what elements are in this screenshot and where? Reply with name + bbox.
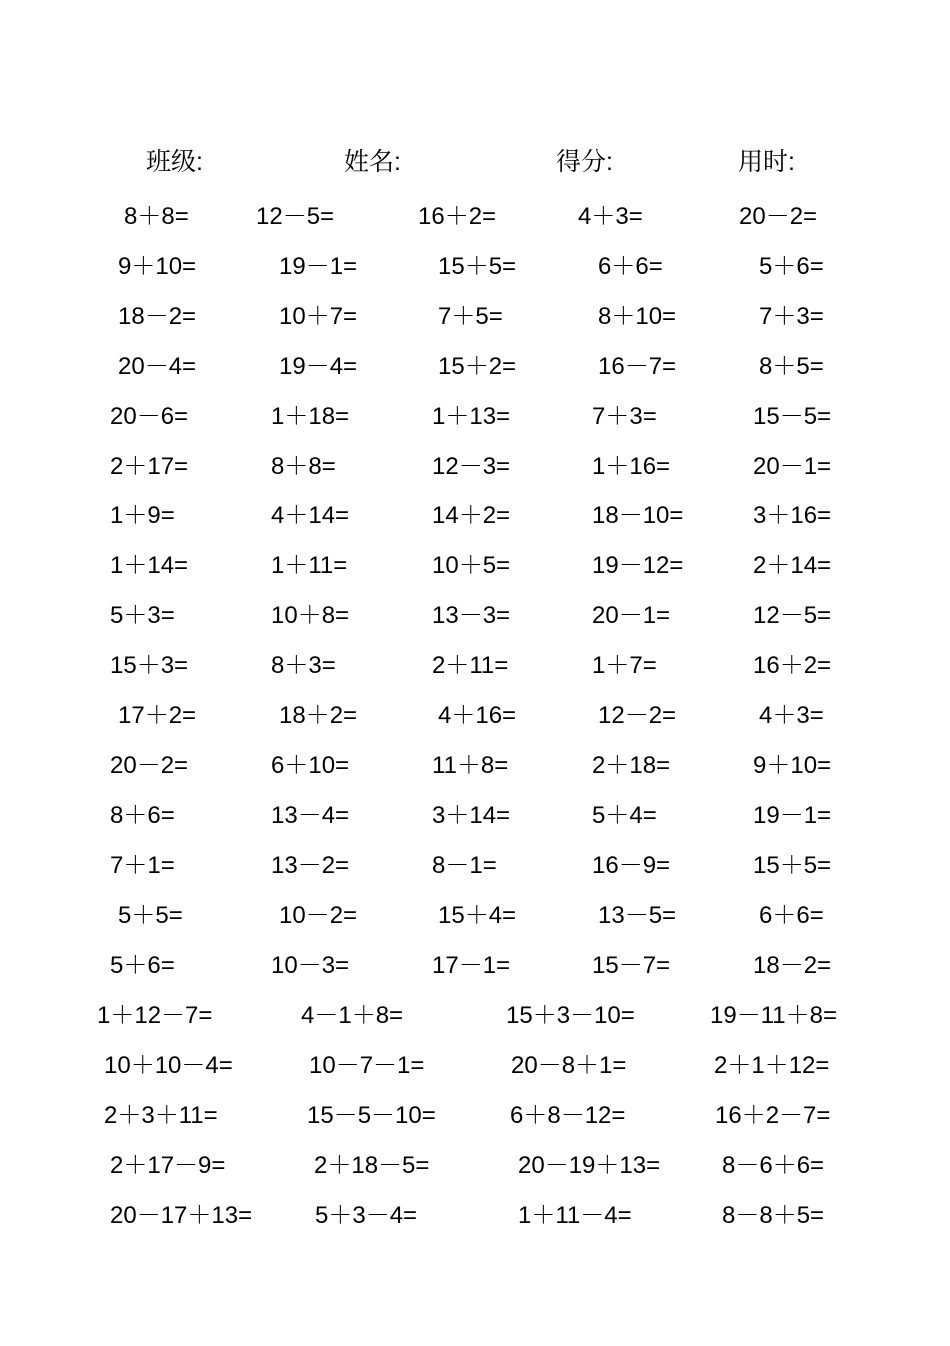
arithmetic-problem: 8＋8= [271,452,336,480]
class-label: 班级: [146,148,203,176]
arithmetic-problem: 20－1= [592,602,671,630]
arithmetic-problem: 20－1= [753,452,832,480]
arithmetic-problem: 1＋11= [271,552,348,580]
mixed-arithmetic-problem: 10－7－1= [309,1051,425,1079]
arithmetic-problem: 3＋14= [432,801,511,829]
arithmetic-problem: 13－3= [432,602,511,630]
arithmetic-problem: 17＋2= [118,702,197,729]
arithmetic-problem: 12－3= [432,452,511,480]
arithmetic-problem: 8＋6= [110,801,175,829]
arithmetic-problem: 3＋16= [753,502,832,530]
mixed-arithmetic-problem: 1＋11－4= [518,1201,632,1229]
mixed-arithmetic-problem: 2＋18－5= [314,1151,430,1179]
arithmetic-problem: 8＋3= [271,652,336,680]
arithmetic-problem: 8＋10= [598,302,677,330]
arithmetic-problem: 13－4= [271,801,350,829]
arithmetic-problem: 6＋6= [598,252,663,280]
arithmetic-problem: 15＋5= [753,851,832,879]
mixed-arithmetic-problem: 8－8＋5= [722,1201,825,1229]
arithmetic-problem: 18－2= [118,302,197,330]
arithmetic-problem: 19－12= [592,552,684,580]
arithmetic-problem: 5＋4= [592,801,657,829]
arithmetic-problem: 16＋2= [753,652,832,680]
arithmetic-problem: 12－5= [256,203,335,230]
mixed-arithmetic-problem: 2＋1＋12= [714,1051,830,1079]
arithmetic-problem: 14＋2= [432,502,511,530]
mixed-arithmetic-problem: 15＋3－10= [506,1002,635,1029]
arithmetic-problem: 1＋7= [592,652,657,680]
arithmetic-problem: 15－5= [753,402,832,430]
mixed-arithmetic-problem: 10＋10－4= [104,1051,233,1079]
arithmetic-problem: 9＋10= [118,252,197,280]
arithmetic-problem: 5＋6= [759,252,824,280]
arithmetic-problem: 16－9= [592,851,671,879]
arithmetic-problem: 4＋3= [578,203,643,230]
score-label: 得分: [556,148,613,176]
mixed-arithmetic-problem: 20－8＋1= [511,1051,627,1079]
arithmetic-problem: 18－2= [753,951,832,979]
arithmetic-problem: 1＋18= [271,402,350,430]
mixed-arithmetic-problem: 8－6＋6= [722,1151,825,1179]
mixed-arithmetic-problem: 15－5－10= [307,1101,436,1129]
arithmetic-problem: 19－4= [279,352,358,380]
mixed-arithmetic-problem: 2＋3＋11= [104,1101,218,1129]
name-label: 姓名: [344,148,401,176]
arithmetic-problem: 4＋14= [271,502,350,530]
arithmetic-problem: 2＋14= [753,552,832,580]
arithmetic-problem: 2＋11= [432,652,509,680]
arithmetic-problem: 20－2= [739,203,818,230]
arithmetic-problem: 18＋2= [279,702,358,729]
mixed-arithmetic-problem: 2＋17－9= [110,1151,226,1179]
arithmetic-problem: 1＋16= [592,452,671,480]
arithmetic-problem: 19－1= [753,801,832,829]
time-label: 用时: [738,148,795,176]
arithmetic-problem: 12－5= [753,602,832,630]
arithmetic-problem: 10＋5= [432,552,511,580]
arithmetic-problem: 17－1= [432,951,511,979]
mixed-arithmetic-problem: 5＋3－4= [315,1201,418,1229]
arithmetic-problem: 20－2= [110,751,189,779]
mixed-arithmetic-problem: 20－17＋13= [110,1201,253,1229]
arithmetic-problem: 15－7= [592,951,671,979]
arithmetic-problem: 10＋8= [271,602,350,630]
arithmetic-problem: 13－2= [271,851,350,879]
arithmetic-problem: 5＋5= [118,901,183,929]
arithmetic-problem: 15＋3= [110,652,189,680]
mixed-arithmetic-problem: 6＋8－12= [510,1101,626,1129]
arithmetic-problem: 16－7= [598,352,677,380]
arithmetic-problem: 10＋7= [279,302,358,330]
arithmetic-problem: 16＋2= [418,203,497,230]
arithmetic-problem: 7＋5= [438,302,503,330]
arithmetic-problem: 8＋8= [124,203,189,230]
arithmetic-problem: 13－5= [598,901,677,929]
arithmetic-problem: 8－1= [432,851,497,879]
mixed-arithmetic-problem: 1＋12－7= [97,1002,213,1029]
arithmetic-problem: 1＋14= [110,552,189,580]
arithmetic-problem: 4＋3= [759,702,824,729]
arithmetic-problem: 1＋9= [110,502,175,530]
arithmetic-problem: 20－6= [110,402,189,430]
arithmetic-problem: 5＋3= [110,602,175,630]
mixed-arithmetic-problem: 20－19＋13= [518,1151,661,1179]
arithmetic-problem: 7＋3= [592,402,657,430]
arithmetic-problem: 4＋16= [438,702,517,729]
mixed-arithmetic-problem: 19－11＋8= [710,1002,837,1029]
arithmetic-problem: 6＋6= [759,901,824,929]
arithmetic-problem: 2＋18= [592,751,671,779]
arithmetic-problem: 7＋3= [759,302,824,330]
arithmetic-problem: 6＋10= [271,751,350,779]
arithmetic-problem: 15＋2= [438,352,517,380]
arithmetic-problem: 20－4= [118,352,197,380]
arithmetic-problem: 8＋5= [759,352,824,380]
arithmetic-problem: 10－2= [279,901,358,929]
mixed-arithmetic-problem: 4－1＋8= [301,1002,404,1029]
arithmetic-problem: 9＋10= [753,751,832,779]
arithmetic-problem: 18－10= [592,502,684,530]
arithmetic-problem: 10－3= [271,951,350,979]
arithmetic-problem: 7＋1= [110,851,175,879]
arithmetic-problem: 19－1= [279,252,358,280]
arithmetic-problem: 5＋6= [110,951,175,979]
arithmetic-problem: 12－2= [598,702,677,729]
arithmetic-problem: 11＋8= [432,751,509,779]
arithmetic-problem: 2＋17= [110,452,189,480]
arithmetic-problem: 15＋4= [438,901,517,929]
arithmetic-problem: 15＋5= [438,252,517,280]
arithmetic-problem: 1＋13= [432,402,511,430]
mixed-arithmetic-problem: 16＋2－7= [715,1101,831,1129]
